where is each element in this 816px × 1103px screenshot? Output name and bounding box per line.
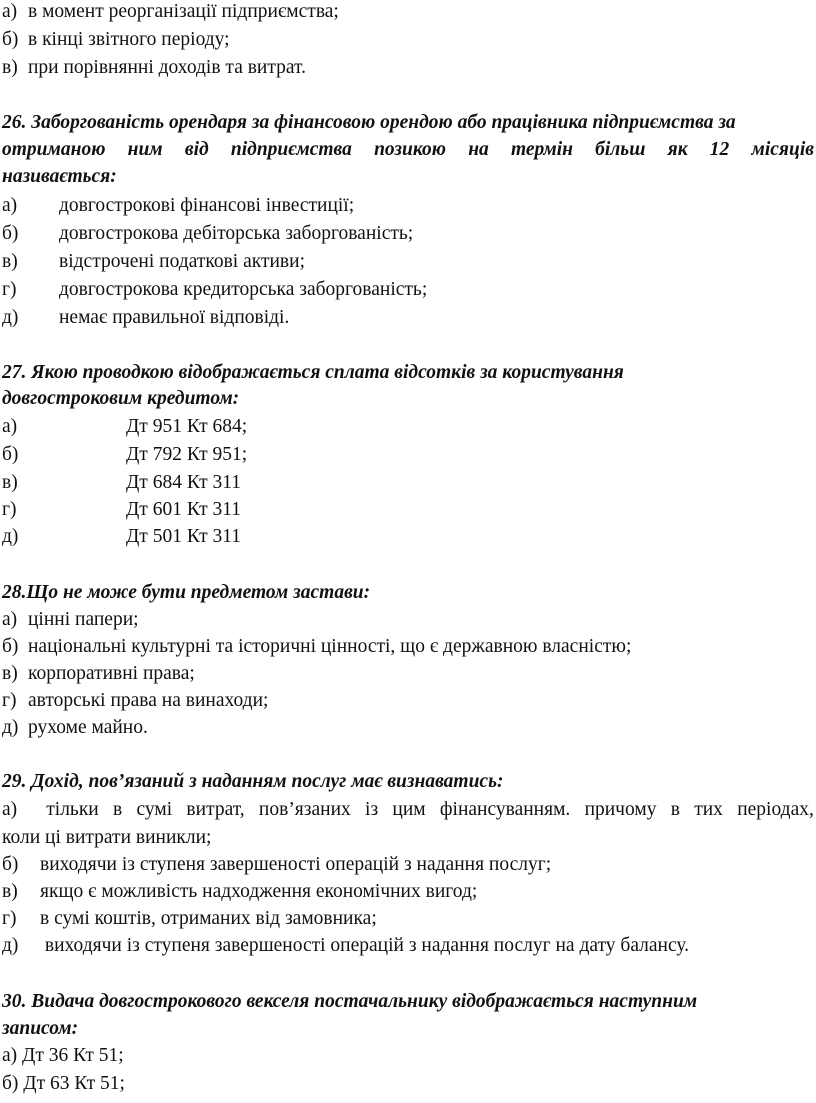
q29-option-d: г) в сумі коштів, отриманих від замовника;: [2, 908, 377, 929]
q27-option-b: б) Дт 792 Кт 951;: [2, 444, 248, 465]
q26-option-a: а) довгострокові фінансові інвестиції;: [2, 195, 355, 216]
q26-option-e: д) немає правильної відповіді.: [2, 307, 290, 328]
q30-option-a: а) Дт 36 Кт 51;: [2, 1045, 124, 1066]
q27-title-line2: довгостроковим кредитом:: [2, 388, 240, 409]
q29-option-b: б) виходячи із ступеня завершеності операцій з надання послуг;: [2, 854, 552, 875]
q28-option-b: б) національні культурні та історичні цінності, що є державною власністю;: [2, 636, 632, 657]
q26-title-line1: 26. Заборгованість орендаря за фінансовою орендою або працівника підприємства за: [2, 112, 736, 133]
q29-option-a-line2: коли ці витрати виникли;: [2, 827, 212, 848]
q27-option-c: в) Дт 684 Кт 311: [2, 472, 242, 493]
q27-option-d: г) Дт 601 Кт 311: [2, 499, 242, 520]
q30-title-line1: 30. Видача довгострокового векселя постачальнику відображається наступним: [2, 991, 698, 1012]
q28-option-d: г) авторські права на винаходи;: [2, 690, 269, 711]
q28-option-e: д) рухоме майно.: [2, 717, 148, 738]
q28-title: 28.Що не може бути предметом застави:: [2, 582, 371, 603]
q29-title: 29. Дохід, пов’язаний з наданням послуг має визнаватись:: [2, 771, 504, 792]
q26-title-line2: отриманою ним від підприємства позикою на термін більш як 12 місяців: [2, 139, 814, 160]
q29-option-e: д) виходячи із ступеня завершеності операцій з надання послуг на дату балансу.: [2, 935, 690, 956]
q27-option-e: д) Дт 501 Кт 311: [2, 526, 242, 547]
q26-option-c: в) відстрочені податкові активи;: [2, 251, 305, 272]
q28-option-c: в) корпоративні права;: [2, 663, 195, 684]
prev-option-a: а) в момент реорганізації підприємства;: [2, 1, 339, 22]
q30-option-b: б) Дт 63 Кт 51;: [2, 1073, 125, 1094]
q27-title-line1: 27. Якою проводкою відображається сплата відсотків за користування: [2, 362, 624, 383]
q26-option-b: б) довгострокова дебіторська заборгованість;: [2, 223, 414, 244]
q29-option-a-line1: а) тільки в сумі витрат, пов’язаних із цим фінансуванням. причому в тих періодах,: [2, 799, 814, 820]
q27-option-a: а) Дт 951 Кт 684;: [2, 416, 248, 437]
prev-option-c: в) при порівнянні доходів та витрат.: [2, 57, 306, 78]
q29-option-c: в) якщо є можливість надходження економічних вигод;: [2, 881, 478, 902]
prev-option-b: б) в кінці звітного періоду;: [2, 29, 230, 50]
q26-option-d: г) довгострокова кредиторська заборгованість;: [2, 279, 428, 300]
q30-title-line2: записом:: [2, 1018, 79, 1039]
q28-option-a: а) цінні папери;: [2, 609, 139, 630]
q26-title-line3: називається:: [2, 166, 117, 187]
